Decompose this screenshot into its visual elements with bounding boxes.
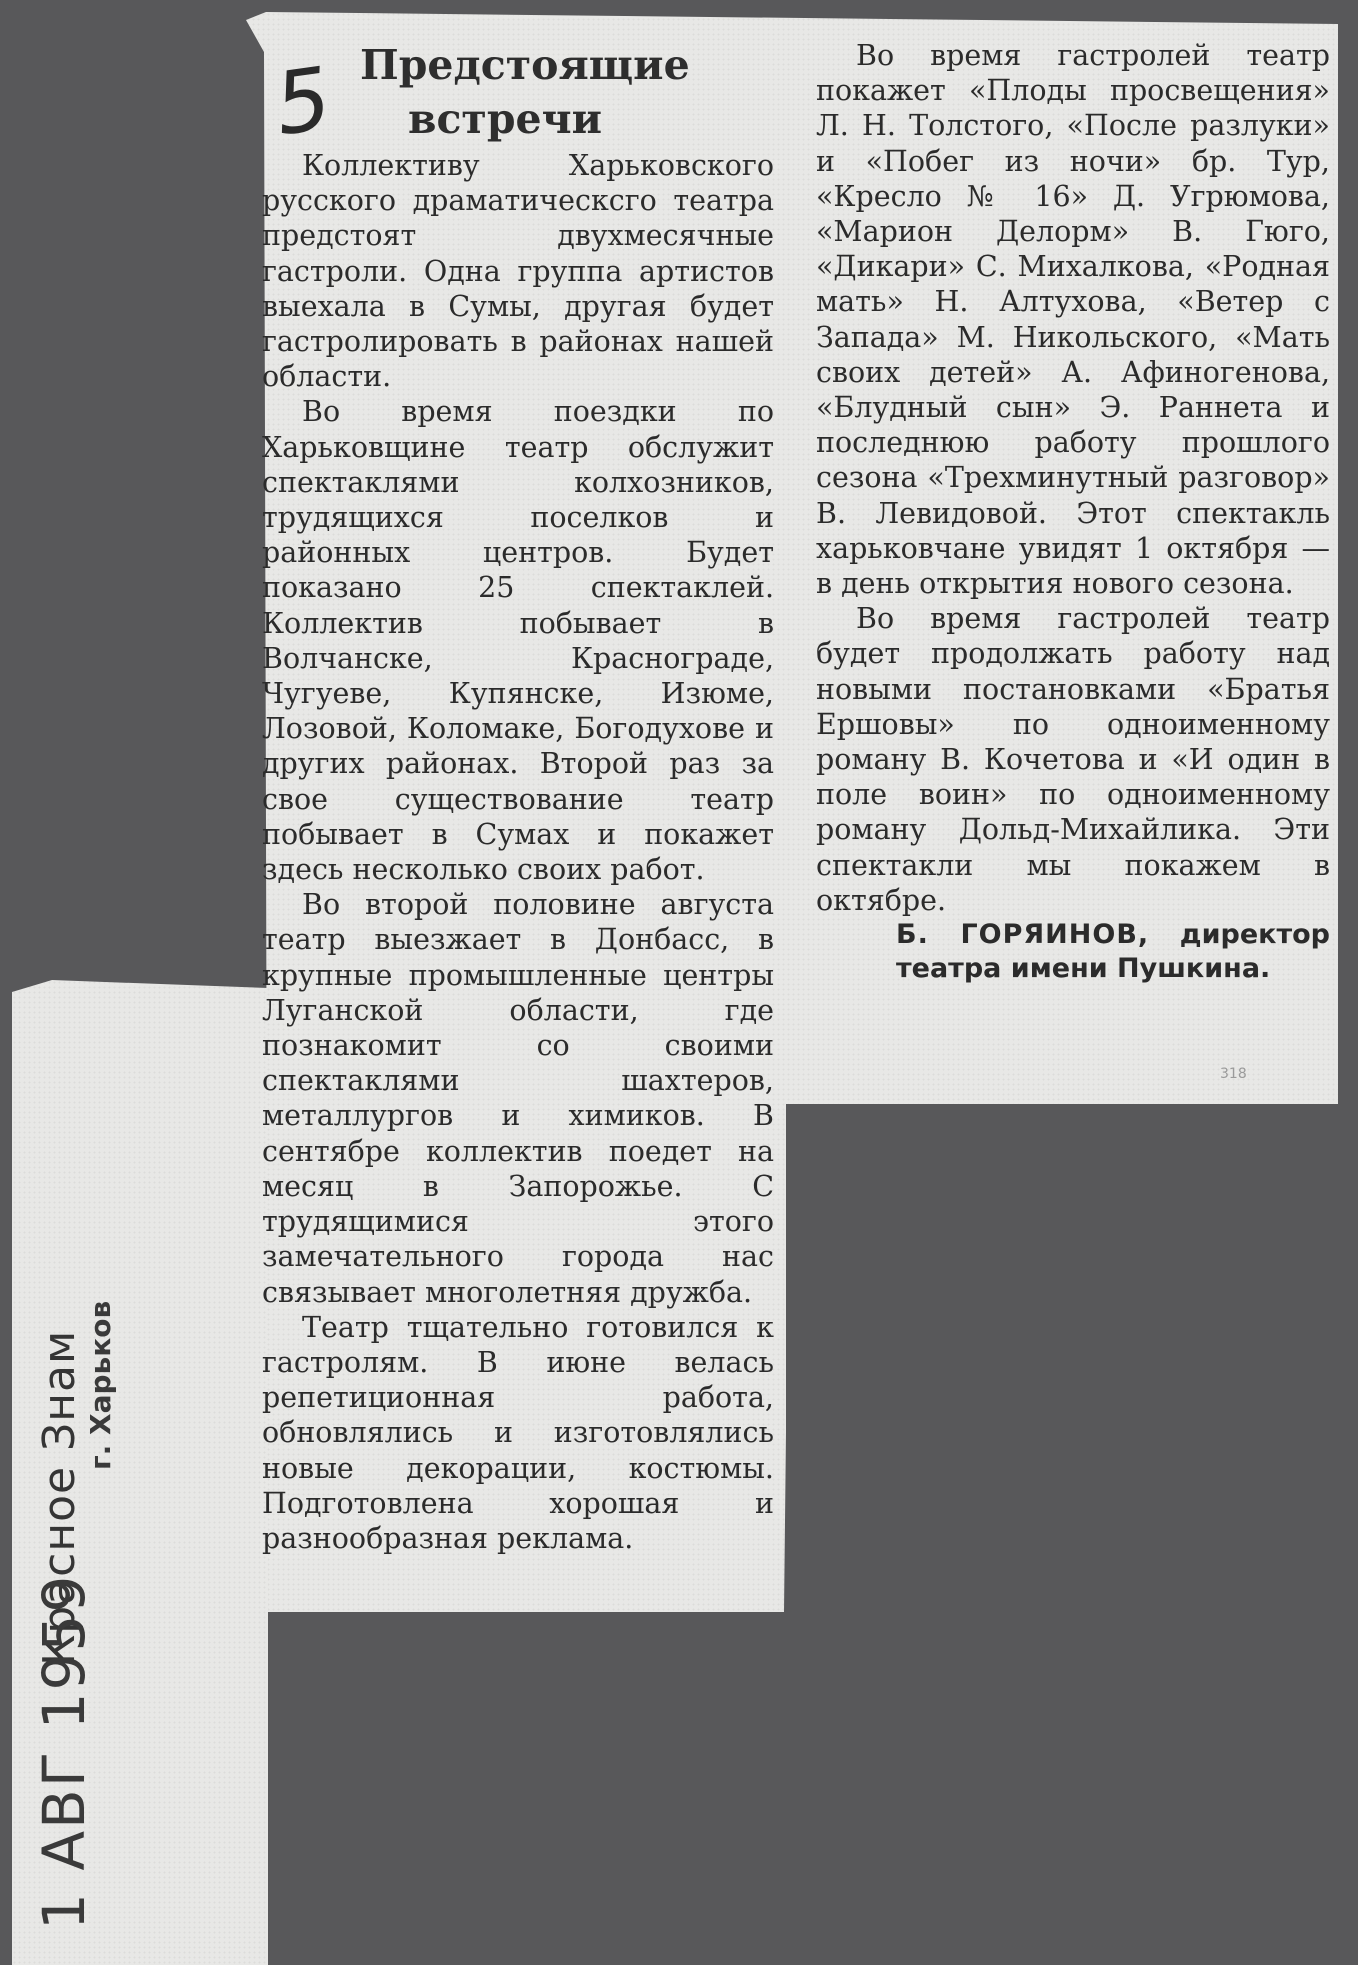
article-right-column bbox=[816, 38, 1330, 986]
article-headline: Предстоящие встречи bbox=[360, 41, 690, 143]
author-title: директор театра имени Пушкина. bbox=[896, 919, 1330, 985]
stamp-newspaper-name: Красное Знам bbox=[34, 1329, 85, 1666]
paragraph: Во время поездки по Харьковщине театр обслужит спектаклями колхозников, трудящихся поселков и районных центров. Будет показано 25 спектаклей. Коллектив побывает в Волчанске, Краснограде, Чугуеве, Купянске, Изюме, Лозовой, Коломаке, Богодухове и других районах. Второй раз за свое существование театр побывает в Сумах и покажет здесь несколько своих работ. bbox=[262, 395, 774, 887]
paragraph: Во время гастролей театр покажет «Плоды просвещения» Л. Н. Толстого, «После разлуки» и «Побег из ночи» бр. Тур, «Кресло № 16» Д. Угрюмова, «Марион Делорм» В. Гюго, «Дикари» С. Михалкова, «Родная мать» Н. Алтухова, «Ветер с Запада» М. Никольского, «Мать своих детей» А. Афиногенова, «Блудный сын» Э. Раннета и последнюю работу прошлого сезона «Трехминутный разговор» В. Левидовой. Этот спектакль харьковчане увидят 1 октября — в день открытия нового сезона. bbox=[816, 39, 1330, 601]
paragraph: Во второй половине августа театр выезжает в Донбасс, в крупные промышленные центры Луганской области, где познакомит со своими спектаклями шахтеров, металлургов и химиков. В сентябре коллектив поедет на месяц в Запорожье. С трудящимися этого замечательного города нас связывает многолетняя дружба. bbox=[262, 888, 774, 1309]
paragraph: Во время гастролей театр будет продолжать работу над новыми постановками «Братья Ершовы» по одноименному роману В. Кочетова и «И один в поле воин» по одноименному роману Дольд-Михайлика. Эти спектакли мы покажем в октябре. bbox=[816, 602, 1330, 917]
corner-mark: 318 bbox=[1220, 1066, 1247, 1082]
stamp-city: г. Харьков bbox=[84, 1300, 117, 1470]
author-name: Б. ГОРЯИНОВ, bbox=[896, 919, 1150, 951]
source-stamp bbox=[20, 1000, 260, 1960]
article-left-column bbox=[262, 148, 774, 1556]
stamp-date: 1 АВГ 1959 bbox=[30, 1573, 98, 1930]
paragraph: Театр тщательно готовился к гастролям. В июне велась репетиционная работа, обновлялись и изготовлялись новые декорации, костюмы. Подготовлена хорошая и разнообразная реклама. bbox=[262, 1310, 774, 1555]
paragraph: Коллективу Харьковского русского драматическсго театра предстоят двухмесячные гастроли. Одна группа артистов выехала в Сумы, другая будет гастролировать в районах нашей области. bbox=[262, 149, 774, 394]
handwritten-number: 5 bbox=[274, 47, 333, 157]
author-signature bbox=[816, 918, 1330, 986]
